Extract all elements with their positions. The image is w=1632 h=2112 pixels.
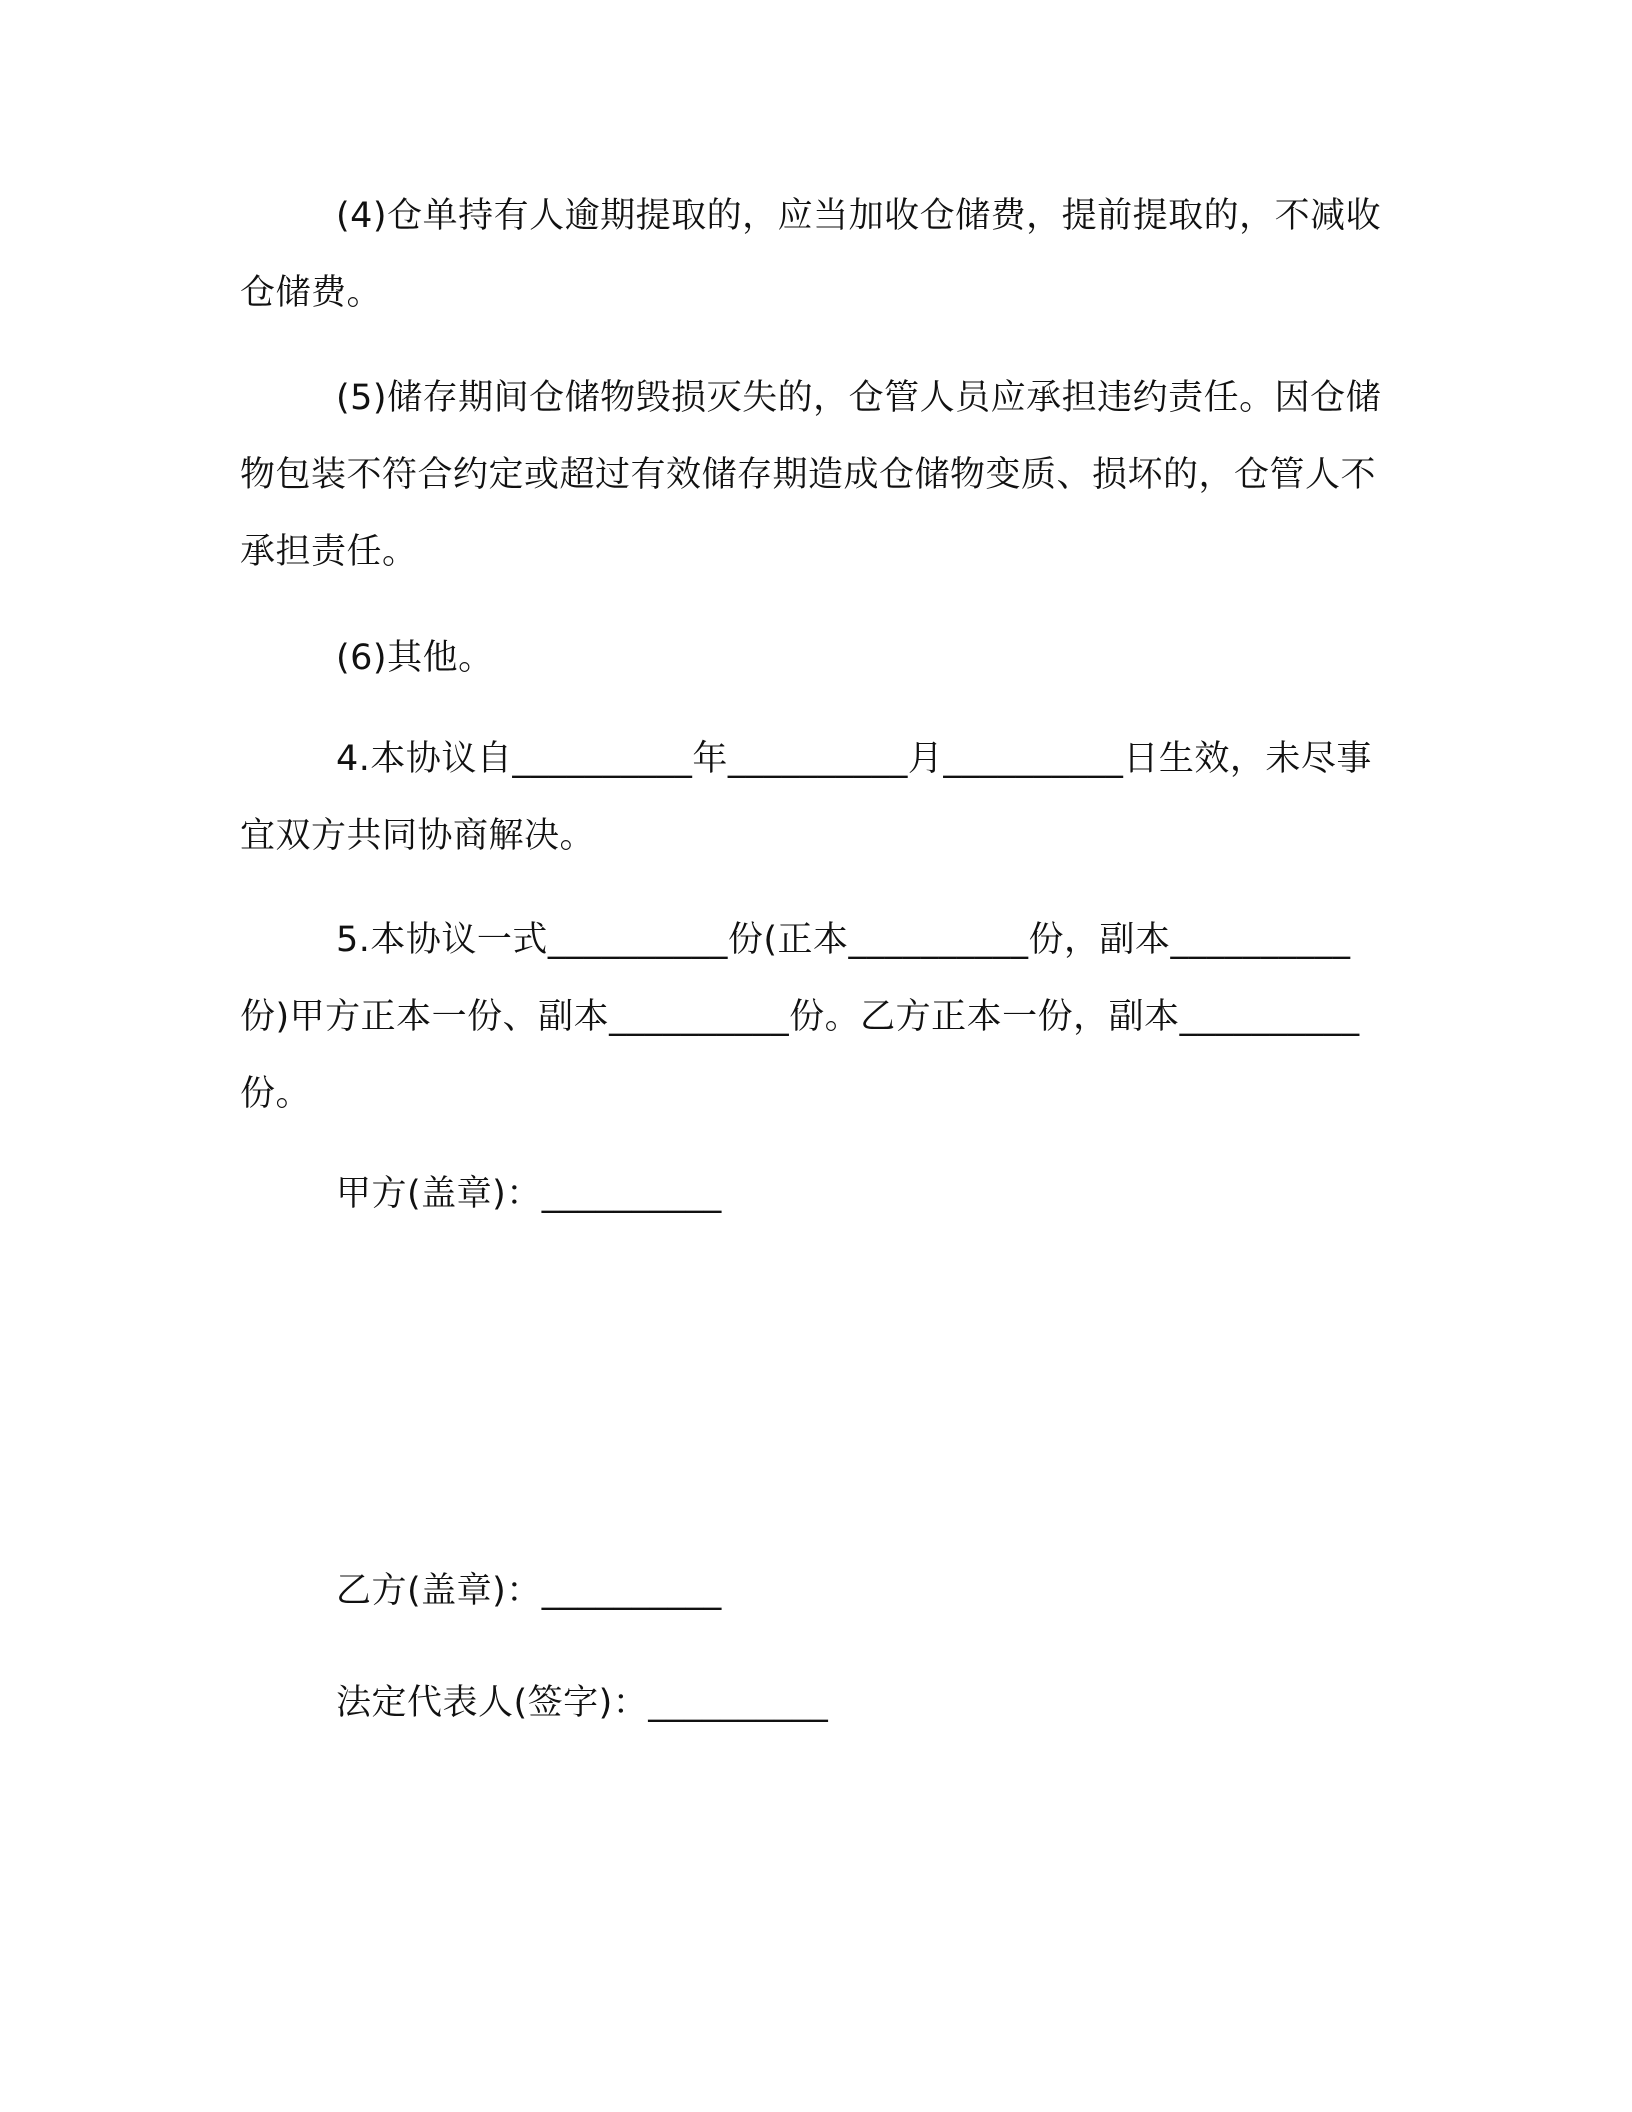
article-5-copies: 5.本协议一式__________份(正本__________份，副本__________份)甲方正本一份、副本__________份。乙方正本一份，副本__________份。 xyxy=(240,920,1360,1114)
clause-5-damage-liability: (5)储存期间仓储物毁损灭失的，仓管人员应承担违约责任。因仓储物包装不符合约定或超过有效储存期造成仓储物变质、损坏的，仓管人不承担责任。 xyxy=(240,378,1382,572)
article-4-effective-date: 4.本协议自__________年__________月__________日生效，未尽事宜双方共同协商解决。 xyxy=(240,739,1372,856)
party-b-seal-line: 乙方(盖章)：__________ xyxy=(336,1571,722,1611)
legal-representative-signature-line: 法定代表人(签字)：__________ xyxy=(336,1683,829,1723)
clause-6-other: (6)其他。 xyxy=(336,638,494,678)
party-a-seal-line: 甲方(盖章)：__________ xyxy=(336,1174,722,1214)
clause-4-overdue-storage-fee: (4)仓单持有人逾期提取的，应当加收仓储费，提前提取的，不减收仓储费。 xyxy=(240,196,1382,313)
